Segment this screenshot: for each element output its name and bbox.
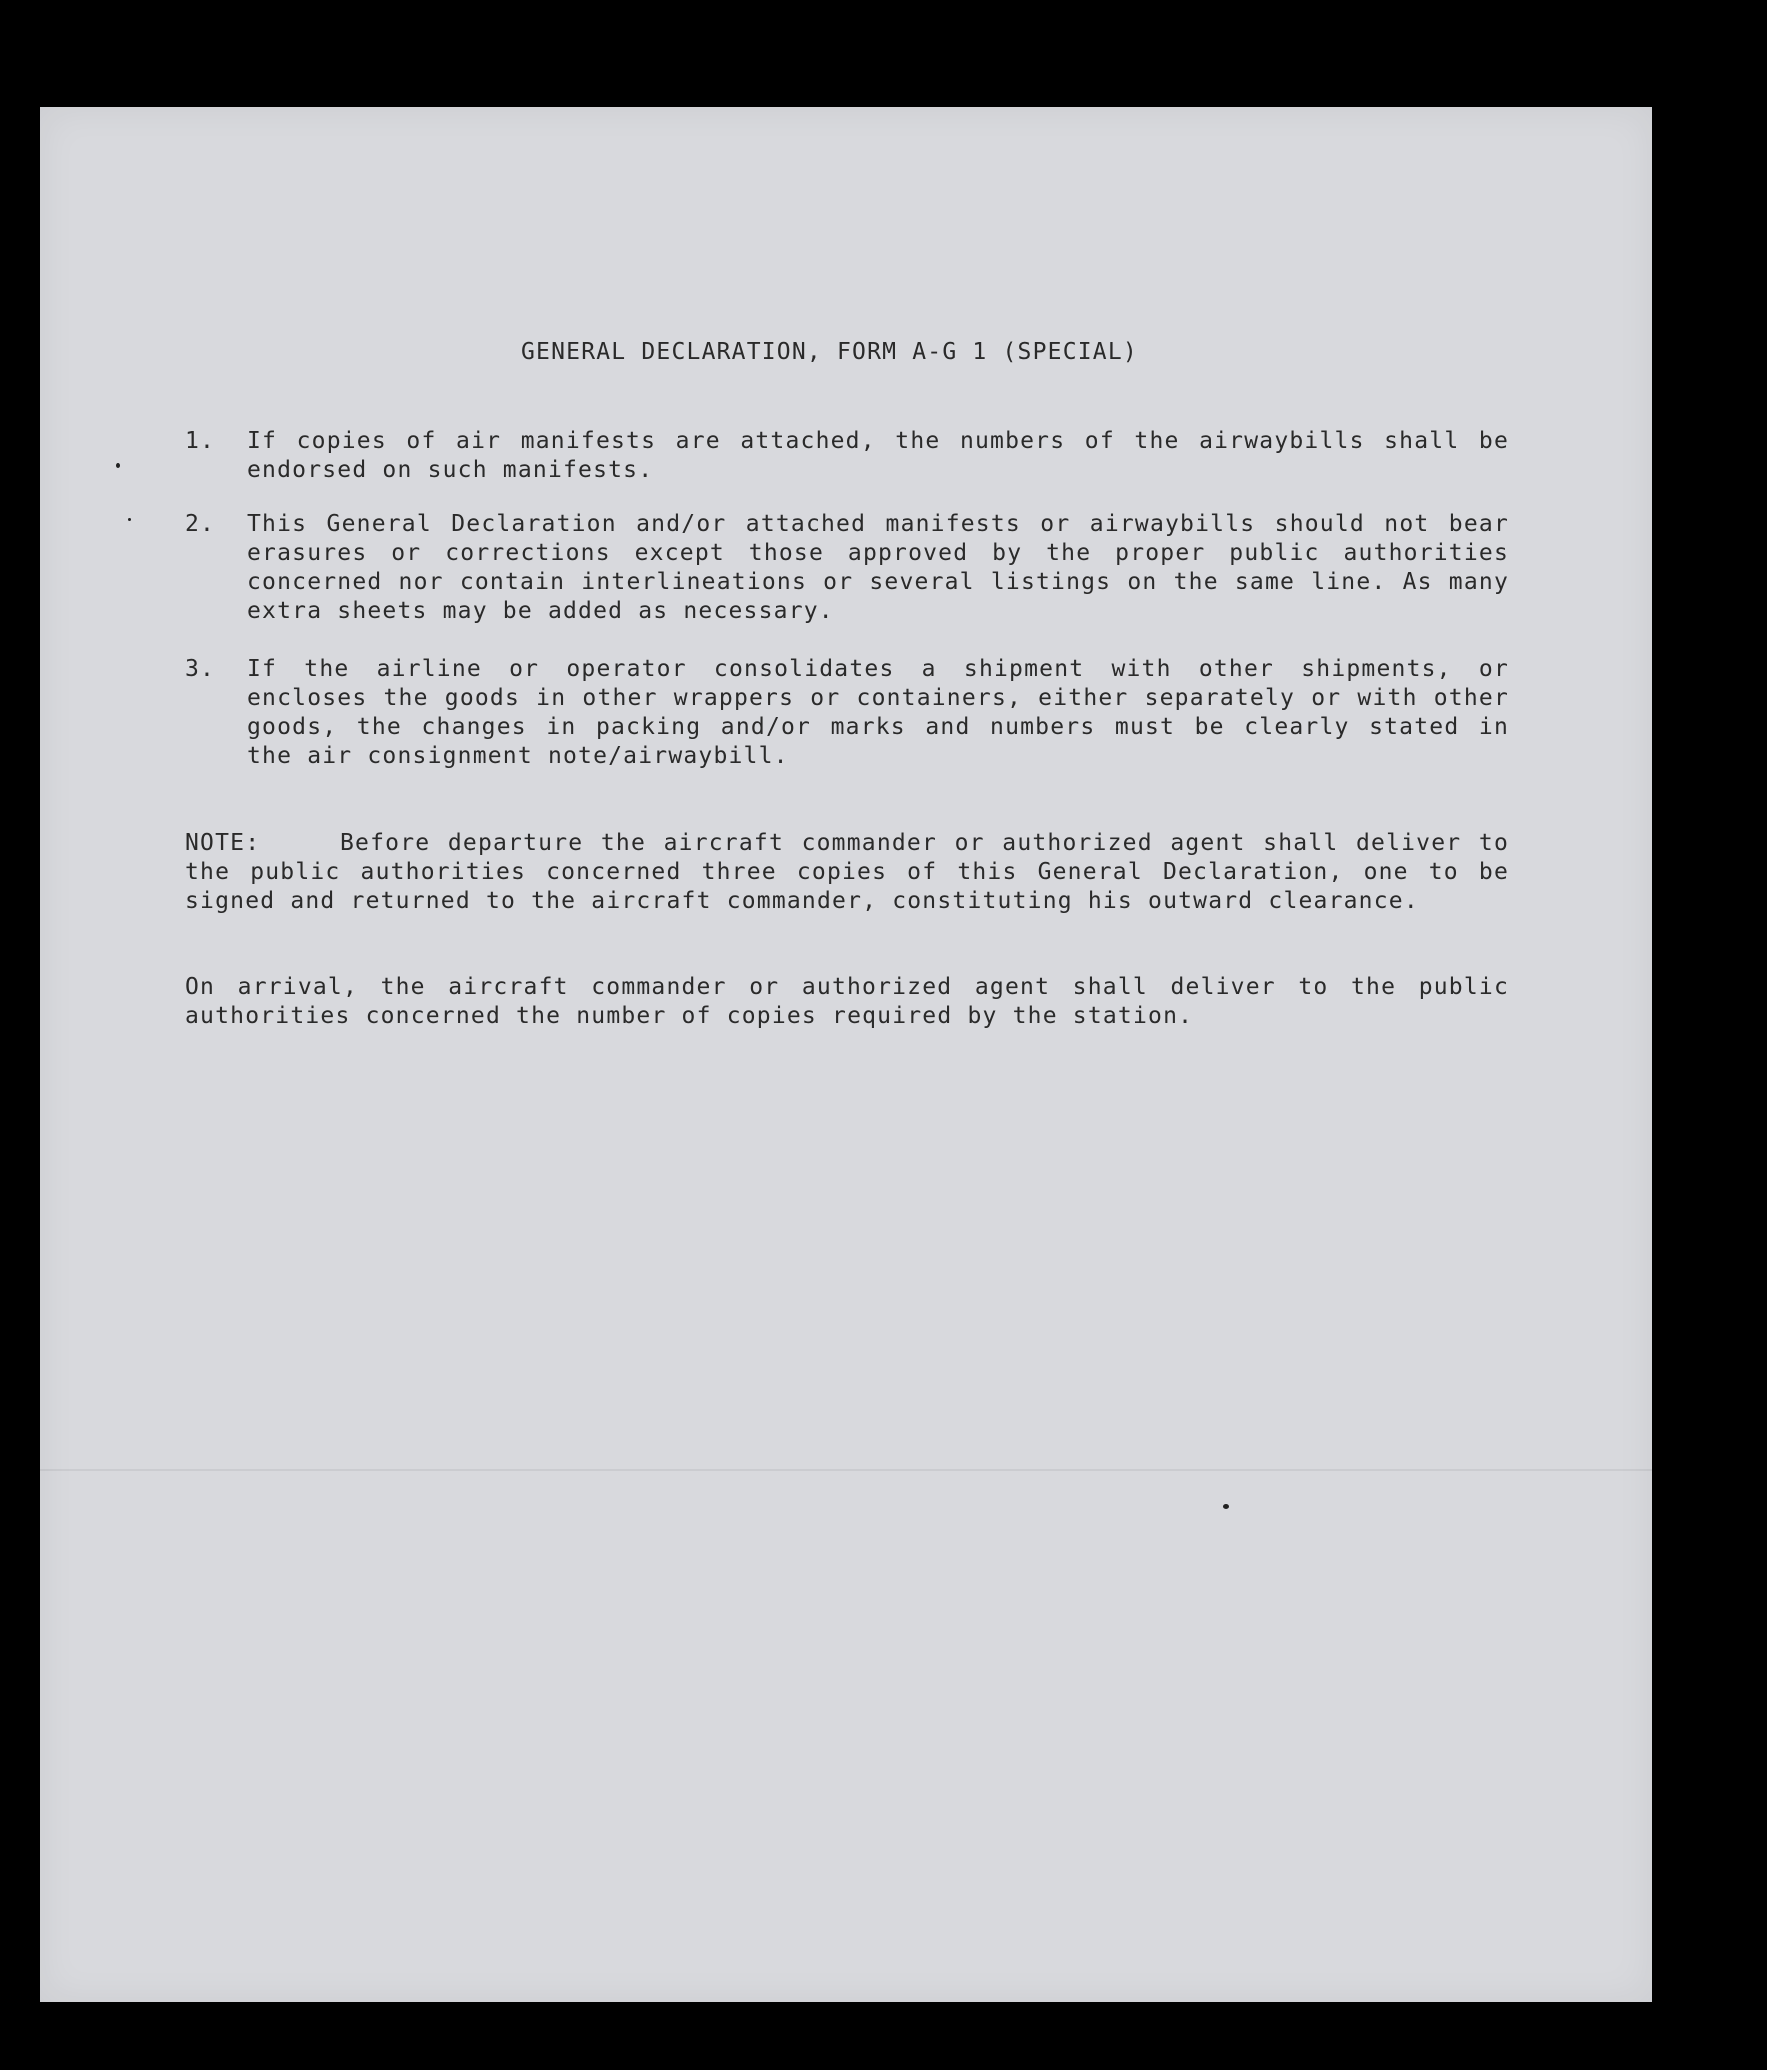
ink-speck — [128, 518, 131, 521]
list-item — [185, 655, 1535, 771]
list-item — [185, 510, 1535, 626]
list-item — [185, 427, 1535, 485]
paper-fold-line — [40, 1469, 1652, 1471]
item-text: If the airline or operator consolidates a shipment with other shipments, or encloses the goods in other wrappers or containers, either separately or with other goods, the changes in packing and/or marks and numbers must be clearly stated in the air consignment note/airwaybill. — [247, 656, 1509, 769]
item-text: If copies of air manifests are attached, the numbers of the airwaybills shall be endorsed on such manifests. — [247, 428, 1509, 483]
item-number: 1. — [185, 428, 216, 454]
document-title: GENERAL DECLARATION, FORM A-G 1 (SPECIAL) — [521, 339, 1138, 365]
arrival-paragraph: On arrival, the aircraft commander or authorized agent shall deliver to the public authorities concerned the number of copies required by the station. — [185, 974, 1509, 1029]
ink-speck — [1223, 1504, 1229, 1509]
note-label: NOTE: — [185, 830, 261, 856]
paper-sheet — [40, 107, 1652, 2002]
note-paragraph — [185, 829, 1509, 916]
item-number: 3. — [185, 656, 216, 682]
item-number: 2. — [185, 511, 216, 537]
item-text: This General Declaration and/or attached manifests or airwaybills should not bear erasures or corrections except those approved by the proper public authorities concerned nor contain interlineations or several listings on the same line. As many extra sheets may be added as necessary. — [247, 511, 1509, 624]
note-text: Before departure the aircraft commander or authorized agent shall deliver to the public authorities concerned three copies of this General Declaration, one to be signed and returned to the aircraft commander, constituting his outward clearance. — [185, 830, 1509, 914]
ink-speck — [116, 463, 120, 468]
